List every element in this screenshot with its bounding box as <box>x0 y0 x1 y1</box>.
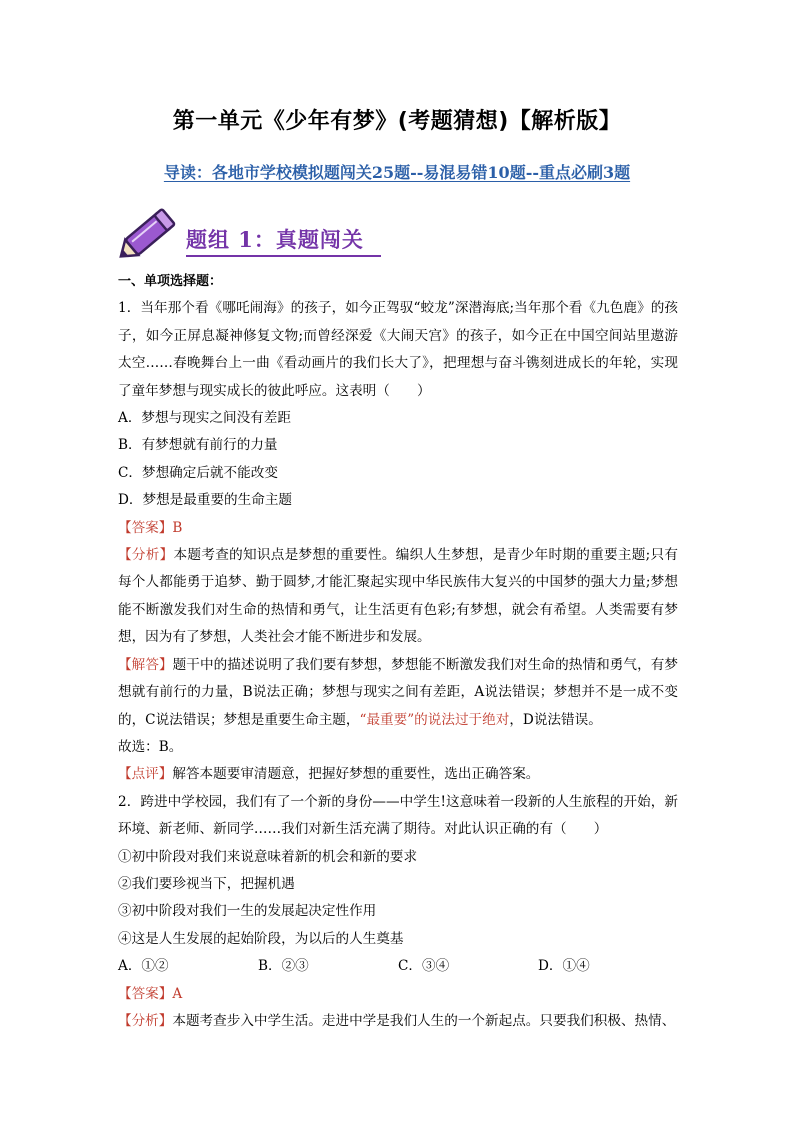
question-2-item-3: ③初中阶段对我们一生的发展起决定性作用 <box>118 903 377 920</box>
question-1-option-b: B．有梦想就有前行的力量 <box>118 437 278 454</box>
page-subtitle: 导读：各地市学校模拟题闯关25题--易混易错10题--重点必刷3题 <box>163 163 631 182</box>
banner-label: 题组 1：真题闯关 <box>186 227 364 252</box>
pencil-icon <box>116 200 186 264</box>
question-1-choose: 故选：B。 <box>118 738 183 755</box>
question-1-solution <box>118 652 678 734</box>
question-2-answer <box>118 981 678 1008</box>
comment-tag: 【点评】 <box>118 766 173 783</box>
question-2-stem: 2．跨进中学校园，我们有了一个新的身份——中学生!这意味着一段新的人生旅程的开始，新环境、新老师、新同学……我们对新生活充满了期待。对此认识正确的有（ ） <box>118 793 678 838</box>
answer-tag: 【答案】 <box>118 519 173 536</box>
analysis-tag: 【分析】 <box>118 547 174 564</box>
analysis-text: 本题考查的知识点是梦想的重要性。编织人生梦想，是青少年时期的重要主题;只有每个人都能勇于追梦、勤于圆梦,才能汇聚起实现中华民族伟大复兴的中国梦的强大力量;梦想能不断激发我们对生命的热情和勇气，让生活更有色彩;有梦想，就会有希望。人类需要有梦想，因为有了梦想，人类社会才能不断进步和发展。 <box>118 547 679 646</box>
comment-text: 解答本题要审清题意，把握好梦想的重要性，选出正确答案。 <box>172 766 540 783</box>
question-1-option-a: A．梦想与现实之间没有差距 <box>118 410 291 427</box>
question-1-option-d: D．梦想是最重要的生命主题 <box>118 492 293 509</box>
analysis-text: 本题考查步入中学生活。走进中学是我们人生的一个新起点。只要我们积极、热情、 <box>172 1012 676 1029</box>
question-1-comment <box>118 761 678 788</box>
solution-text-a: 题干中的描述说明了我们要有梦想，梦想能不断激发我们对生命的热情和勇气，有梦想就有前行的力量，B说法正确；梦想与现实之间有差距，A说法错误；梦想并不是一成不变的，C说法错误；梦想是重要生命主题， <box>118 656 678 728</box>
page-title: 第一单元《少年有梦》(考题猜想)【解析版】 <box>172 109 622 134</box>
question-2-analysis <box>118 1008 678 1035</box>
answer-tag: 【答案】 <box>118 985 173 1002</box>
question-1-option-c: C．梦想确定后就不能改变 <box>118 464 278 481</box>
analysis-tag: 【分析】 <box>118 1012 173 1029</box>
solution-tag: 【解答】 <box>118 656 173 673</box>
question-1-analysis <box>118 542 678 652</box>
question-content <box>118 268 678 1035</box>
question-2-options <box>118 953 678 980</box>
banner-underline <box>186 255 381 257</box>
question-2-option-b: B．②③ <box>258 958 309 975</box>
question-2-item-1: ①初中阶段对我们来说意味着新的机会和新的要求 <box>118 848 418 865</box>
solution-text-b: ，D说法错误。 <box>509 711 602 728</box>
question-1-stem: 1．当年那个看《哪吒闹海》的孩子，如今正驾驭“蛟龙”深潜海底;当年那个看《九色鹿》的孩子，如今正屏息凝神修复文物;而曾经深爱《大闹天宫》的孩子，如今正在中国空间站里遨游太空……春晚舞台上一曲《看动画片的我们长大了》，把理想与奋斗镌刻进成长的年轮，实现了童年梦想与现实成长的彼此呼应。这表明（ ） <box>118 300 678 399</box>
question-2-option-a: A．①② <box>118 958 169 975</box>
question-1-answer <box>118 515 678 542</box>
question-2-option-d: D．①④ <box>538 958 590 975</box>
solution-highlight: “最重要”的说法过于绝对 <box>359 711 510 728</box>
answer-value: B <box>172 519 183 536</box>
question-2-option-c: C．③④ <box>398 958 450 975</box>
question-2-item-4: ④这是人生发展的起始阶段，为以后的人生奠基 <box>118 930 404 947</box>
section-banner <box>116 200 396 264</box>
question-2-item-2: ②我们要珍视当下，把握机遇 <box>118 875 295 892</box>
section-heading: 一、单项选择题： <box>118 274 223 289</box>
answer-value: A <box>172 985 183 1002</box>
